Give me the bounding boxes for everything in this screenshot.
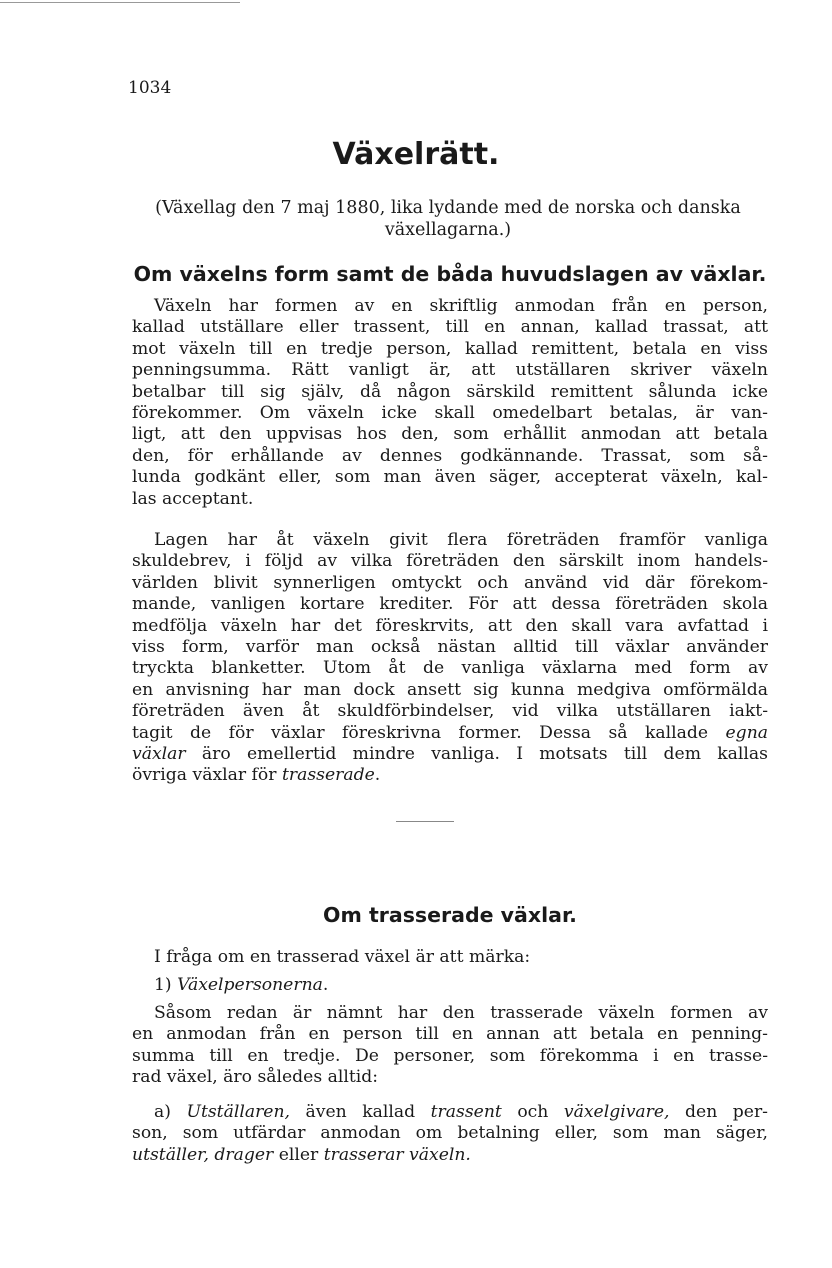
- text-line: mande, vanligen kortare krediter. För att dessa företräden skola: [132, 594, 768, 615]
- text-segment: även kallad: [290, 1102, 431, 1122]
- text-line: en anmodan från en person till en annan att betala en penning-: [132, 1024, 768, 1045]
- text-line: [132, 1145, 768, 1166]
- text-line: Såsom redan är nämnt har den trasserade växeln formen av: [154, 1003, 768, 1023]
- paragraph-law: [132, 530, 768, 787]
- text-line: summa till en tredje. De personer, som förekomma i en trasse-: [132, 1045, 768, 1066]
- italic-term: utställer, drager: [132, 1144, 274, 1165]
- text-line: Växeln har formen av en skriftlig anmodan från en person,: [154, 296, 768, 316]
- text-line: Lagen har åt växeln givit flera företräden framför vanliga: [154, 530, 768, 550]
- paragraph-item-1: [132, 975, 768, 996]
- text-segment: tagit de för växlar föreskrivna former. Dessa så kallade: [132, 722, 709, 743]
- italic-term: Växelpersonerna: [177, 975, 323, 995]
- italic-term: Utställaren,: [186, 1102, 290, 1122]
- text-segment: och: [501, 1102, 564, 1122]
- text-line: en anvisning har man dock ansett sig kunna medgiva omförmälda: [132, 679, 768, 700]
- item-letter: a): [154, 1102, 187, 1122]
- text-line: skuldebrev, i följd av vilka företräden den särskilt inom handels-: [132, 551, 768, 572]
- text-line: förekommer. Om växeln icke skall omedelbart betalas, är van-: [132, 403, 768, 424]
- text-line: mot växeln till en tredje person, kallad remittent, betala en viss: [132, 338, 768, 359]
- paragraph-form: [132, 296, 768, 510]
- text-line: [132, 765, 768, 786]
- text-line: [132, 723, 768, 744]
- text-line: [132, 1102, 768, 1123]
- subtitle: [128, 197, 768, 241]
- section-heading-form: Om växelns form samt de båda huvudslagen av växlar.: [133, 262, 767, 286]
- text-segment: eller: [273, 1144, 324, 1165]
- page-title: Växelrätt.: [332, 137, 500, 172]
- text-segment: .: [374, 765, 381, 786]
- text-line: las acceptant.: [132, 488, 254, 509]
- text-segment: den per-: [669, 1102, 768, 1122]
- text-line: son, som utfärdar anmodan om betalning eller, som man säger,: [132, 1123, 768, 1144]
- text-line: betalbar till sig själv, då någon särskild remittent sålunda icke: [132, 381, 768, 402]
- text-line: [132, 975, 768, 996]
- text-line: I fråga om en trasserad växel är att märka:: [154, 947, 531, 967]
- subtitle-line: växellagarna.): [384, 220, 512, 240]
- item-number: 1): [154, 975, 178, 995]
- section-divider: [396, 821, 454, 822]
- text-segment: övriga växlar för: [132, 765, 282, 786]
- text-line: den, för erhållande av dennes godkännande. Trassat, som så-: [132, 445, 768, 466]
- section-heading-trasserade: Om trasserade växlar.: [323, 903, 577, 927]
- paragraph-persons: [132, 1003, 768, 1089]
- top-rule: [0, 2, 240, 3]
- text-line: viss form, varför man också nästan alltid till växlar använder: [132, 637, 768, 658]
- text-line: rad växel, äro således alltid:: [132, 1067, 379, 1088]
- subtitle-line: (Växellag den 7 maj 1880, lika lydande med de norska och danska: [155, 198, 741, 218]
- text-line: tryckta blanketter. Utom åt de vanliga växlarna med form av: [132, 658, 768, 679]
- text-line: penningsumma. Rätt vanligt är, att utställaren skriver växeln: [132, 360, 768, 381]
- text-line: lunda godkänt eller, som man även säger, accepterat växeln, kal-: [132, 467, 768, 488]
- italic-term: trasserar växeln.: [323, 1144, 471, 1165]
- text-segment: .: [322, 975, 329, 995]
- text-line: kallad utställare eller trassent, till en annan, kallad trassat, att: [132, 317, 768, 338]
- text-line: medfölja växeln har det föreskrvits, att den skall vara avfattad i: [132, 615, 768, 636]
- page-number: 1034: [128, 78, 172, 98]
- italic-term: växelgivare,: [563, 1102, 670, 1122]
- text-segment: äro emellertid mindre vanliga. I motsats till dem kallas: [185, 744, 768, 765]
- italic-term: trasserade: [281, 765, 375, 786]
- italic-term: egna: [725, 722, 769, 743]
- text-line: företräden även åt skuldförbindelser, vid vilka utställaren iakt-: [132, 701, 768, 722]
- paragraph-intro: [132, 947, 768, 968]
- text-line: [132, 744, 768, 765]
- paragraph-item-a: [132, 1102, 768, 1166]
- italic-term: trassent: [430, 1102, 502, 1122]
- text-line: ligt, att den uppvisas hos den, som erhållit anmodan att betala: [132, 424, 768, 445]
- text-line: världen blivit synnerligen omtyckt och använd vid där förekom-: [132, 572, 768, 593]
- italic-term: växlar: [132, 744, 186, 765]
